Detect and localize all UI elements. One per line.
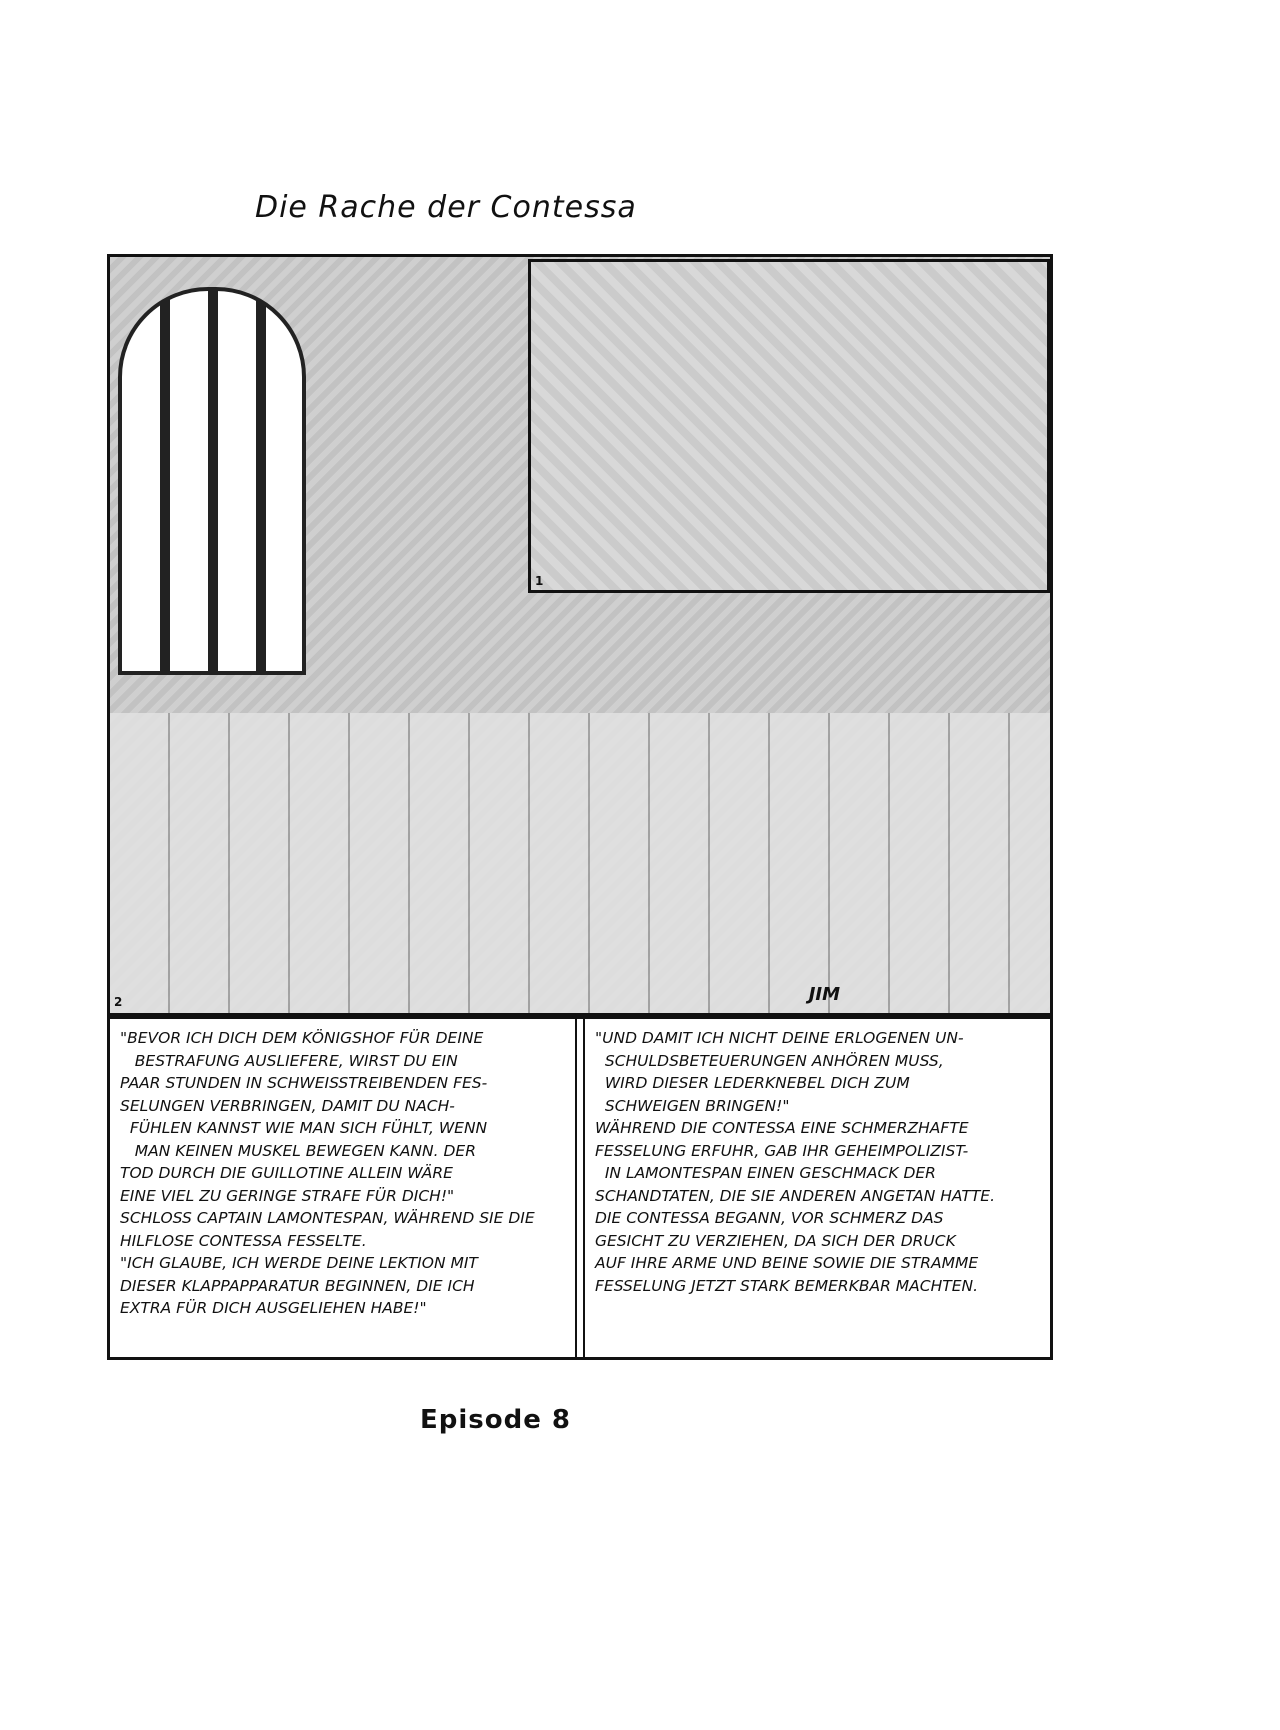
caption-line: TOD DURCH DIE GUILLOTINE ALLEIN WÄRE bbox=[120, 1164, 453, 1182]
caption-line: FESSELUNG JETZT STARK BEMERKBAR MACHTEN. bbox=[595, 1276, 979, 1295]
caption-line: GESICHT ZU VERZIEHEN, DA SICH DER DRUCK bbox=[595, 1231, 956, 1250]
caption-line: SCHANDTATEN, DIE SIE ANDEREN ANGETAN HATTE. bbox=[595, 1186, 996, 1205]
caption-line: SELUNGEN VERBRINGEN, DAMIT DU NACH- bbox=[120, 1096, 455, 1115]
inset-panel-illustration bbox=[528, 259, 1050, 593]
caption-line: EINE VIEL ZU GERINGE STRAFE FÜR DICH!" bbox=[120, 1186, 455, 1205]
caption-line: FESSELUNG ERFUHR, GAB IHR GEHEIMPOLIZIST- bbox=[595, 1141, 969, 1160]
caption-line: DIE CONTESSA BEGANN, VOR SCHMERZ DAS bbox=[595, 1209, 944, 1227]
caption-line: SCHULDSBETEUERUNGEN ANHÖREN MUSS, bbox=[595, 1051, 944, 1070]
caption-line: "BEVOR ICH DICH DEM KÖNIGSHOF FÜR DEINE bbox=[120, 1029, 484, 1047]
caption-line: "UND DAMIT ICH NICHT DEINE ERLOGENEN UN- bbox=[595, 1029, 964, 1047]
caption-line: SCHWEIGEN BRINGEN!" bbox=[595, 1096, 790, 1115]
caption-line: MAN KEINEN MUSKEL BEWEGEN KANN. DER bbox=[120, 1141, 476, 1160]
caption-line: PAAR STUNDEN IN SCHWEISSTREIBENDEN FES- bbox=[120, 1074, 488, 1092]
caption-line: EXTRA FÜR DICH AUSGELIEHEN HABE!" bbox=[120, 1299, 427, 1317]
tiled-floor bbox=[110, 713, 1050, 1013]
caption-box bbox=[107, 1016, 1053, 1360]
main-panel-number: 2 bbox=[114, 995, 123, 1009]
caption-line: "ICH GLAUBE, ICH WERDE DEINE LEKTION MIT bbox=[120, 1254, 478, 1272]
caption-line: WÄHREND DIE CONTESSA EINE SCHMERZHAFTE bbox=[595, 1119, 969, 1137]
caption-line: BESTRAFUNG AUSLIEFERE, WIRST DU EIN bbox=[120, 1051, 458, 1070]
caption-left bbox=[110, 1019, 575, 1357]
caption-line: IN LAMONTESPAN EINEN GESCHMACK DER bbox=[595, 1164, 936, 1182]
caption-line: FÜHLEN KANNST WIE MAN SICH FÜHLT, WENN bbox=[120, 1119, 488, 1137]
artist-signature: JIM bbox=[808, 984, 840, 1005]
caption-line: SCHLOSS CAPTAIN LAMONTESPAN, WÄHREND SIE DIE bbox=[120, 1209, 535, 1227]
main-panel-illustration bbox=[107, 254, 1053, 1016]
caption-line: HILFLOSE CONTESSA FESSELTE. bbox=[120, 1231, 367, 1250]
caption-line: WIRD DIESER LEDERKNEBEL DICH ZUM bbox=[595, 1074, 910, 1092]
caption-line: DIESER KLAPPAPPARATUR BEGINNEN, DIE ICH bbox=[120, 1276, 475, 1295]
page-title: Die Rache der Contessa bbox=[255, 190, 637, 225]
inset-panel-number: 1 bbox=[535, 574, 544, 588]
caption-right bbox=[585, 1019, 1050, 1357]
barred-window bbox=[118, 287, 306, 675]
episode-label: Episode 8 bbox=[420, 1405, 572, 1435]
caption-line: AUF IHRE ARME UND BEINE SOWIE DIE STRAMME bbox=[595, 1254, 979, 1272]
caption-divider bbox=[575, 1019, 585, 1357]
